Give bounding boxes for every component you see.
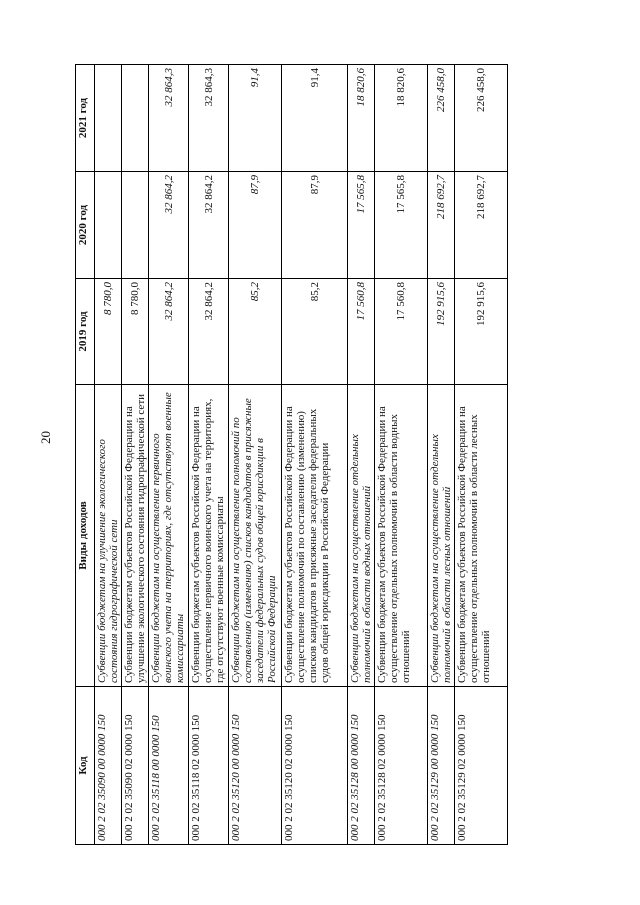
cell-2021: 91,4 xyxy=(282,65,348,172)
table-row xyxy=(455,65,508,845)
cell-2020: 17 565,8 xyxy=(348,172,375,279)
cell-2019: 17 560,8 xyxy=(375,279,428,385)
cell-name: Субвенции бюджетам на осуществление первичного воинского учета на территориях, где отсутствуют военные комиссариаты xyxy=(149,385,189,687)
cell-code: 000 2 02 35120 00 0000 150 xyxy=(229,687,282,845)
cell-code: 000 2 02 35090 00 0000 150 xyxy=(95,687,122,845)
cell-2019: 32 864,2 xyxy=(189,279,229,385)
cell-name: Субвенции бюджетам субъектов Российской Федерации на улучшение экологического состояния гидрографической сети xyxy=(122,385,149,687)
cell-2021: 18 820,6 xyxy=(348,65,375,172)
cell-2021: 226 458,0 xyxy=(428,65,455,172)
cell-name: Субвенции бюджетам субъектов Российской Федерации на осуществление первичного воинского учета на территориях, где отсутствуют военные комиссариаты xyxy=(189,385,229,687)
cell-2019: 32 864,2 xyxy=(149,279,189,385)
cell-2020: 218 692,7 xyxy=(428,172,455,279)
cell-2020 xyxy=(95,172,122,279)
cell-code: 000 2 02 35129 00 0000 150 xyxy=(428,687,455,845)
table-row xyxy=(375,65,428,845)
cell-2019: 85,2 xyxy=(229,279,282,385)
table-row xyxy=(95,65,122,845)
cell-2019: 8 780,0 xyxy=(95,279,122,385)
cell-code: 000 2 02 35120 02 0000 150 xyxy=(282,687,348,845)
header-2020: 2020 год xyxy=(76,172,95,279)
cell-2020: 17 565,8 xyxy=(375,172,428,279)
cell-2021 xyxy=(122,65,149,172)
cell-name: Субвенции бюджетам на осуществление отдельных полномочий в области лесных отношений xyxy=(428,385,455,687)
table-row xyxy=(229,65,282,845)
cell-code: 000 2 02 35118 02 0000 150 xyxy=(189,687,229,845)
table-header-row xyxy=(76,65,95,845)
table-row xyxy=(122,65,149,845)
table-row xyxy=(348,65,375,845)
cell-2021: 32 864,3 xyxy=(149,65,189,172)
cell-2019: 192 915,6 xyxy=(455,279,508,385)
table-row xyxy=(282,65,348,845)
cell-code: 000 2 02 35128 00 0000 150 xyxy=(348,687,375,845)
cell-name: Субвенции бюджетам на осуществление отдельных полномочий в области водных отношений xyxy=(348,385,375,687)
cell-2019: 17 560,8 xyxy=(348,279,375,385)
cell-code: 000 2 02 35128 02 0000 150 xyxy=(375,687,428,845)
cell-2019: 8 780,0 xyxy=(122,279,149,385)
cell-name: Субвенции бюджетам субъектов Российской Федерации на осуществление отдельных полномочий в области водных отношений xyxy=(375,385,428,687)
cell-2020: 32 864,2 xyxy=(189,172,229,279)
rotated-table-container xyxy=(75,65,505,845)
cell-2020: 87,9 xyxy=(282,172,348,279)
header-2021: 2021 год xyxy=(76,65,95,172)
cell-2020 xyxy=(122,172,149,279)
cell-2020: 87,9 xyxy=(229,172,282,279)
cell-2020: 32 864,2 xyxy=(149,172,189,279)
cell-name: Субвенции бюджетам субъектов Российской Федерации на осуществление полномочий по составлению (изменению) списков кандидатов в присяжные заседатели федеральных судов общей юрисдикции в Российской Федерации xyxy=(282,385,348,687)
cell-2021: 226 458,0 xyxy=(455,65,508,172)
cell-name: Субвенции бюджетам субъектов Российской Федерации на осуществление отдельных полномочий в области лесных отношений xyxy=(455,385,508,687)
cell-2021: 18 820,6 xyxy=(375,65,428,172)
cell-2021: 91,4 xyxy=(229,65,282,172)
revenue-table xyxy=(75,64,508,845)
cell-code: 000 2 02 35090 02 0000 150 xyxy=(122,687,149,845)
header-name: Виды доходов xyxy=(76,385,95,687)
table-row xyxy=(189,65,229,845)
cell-2021 xyxy=(95,65,122,172)
cell-2019: 192 915,6 xyxy=(428,279,455,385)
cell-name: Субвенции бюджетам на осуществление полномочий по составлению (изменению) списков кандидатов в присяжные заседатели федеральных судов общей юрисдикции в Российской Федерации xyxy=(229,385,282,687)
table-row xyxy=(149,65,189,845)
cell-2019: 85,2 xyxy=(282,279,348,385)
cell-name: Субвенции бюджетам на улучшение экологического состояния гидрографической сети xyxy=(95,385,122,687)
cell-2021: 32 864,3 xyxy=(189,65,229,172)
cell-code: 000 2 02 35129 02 0000 150 xyxy=(455,687,508,845)
header-2019: 2019 год xyxy=(76,279,95,385)
cell-2020: 218 692,7 xyxy=(455,172,508,279)
cell-code: 000 2 02 35118 00 0000 150 xyxy=(149,687,189,845)
page-number: 20 xyxy=(38,431,53,444)
table-row xyxy=(428,65,455,845)
header-code: Код xyxy=(76,687,95,845)
